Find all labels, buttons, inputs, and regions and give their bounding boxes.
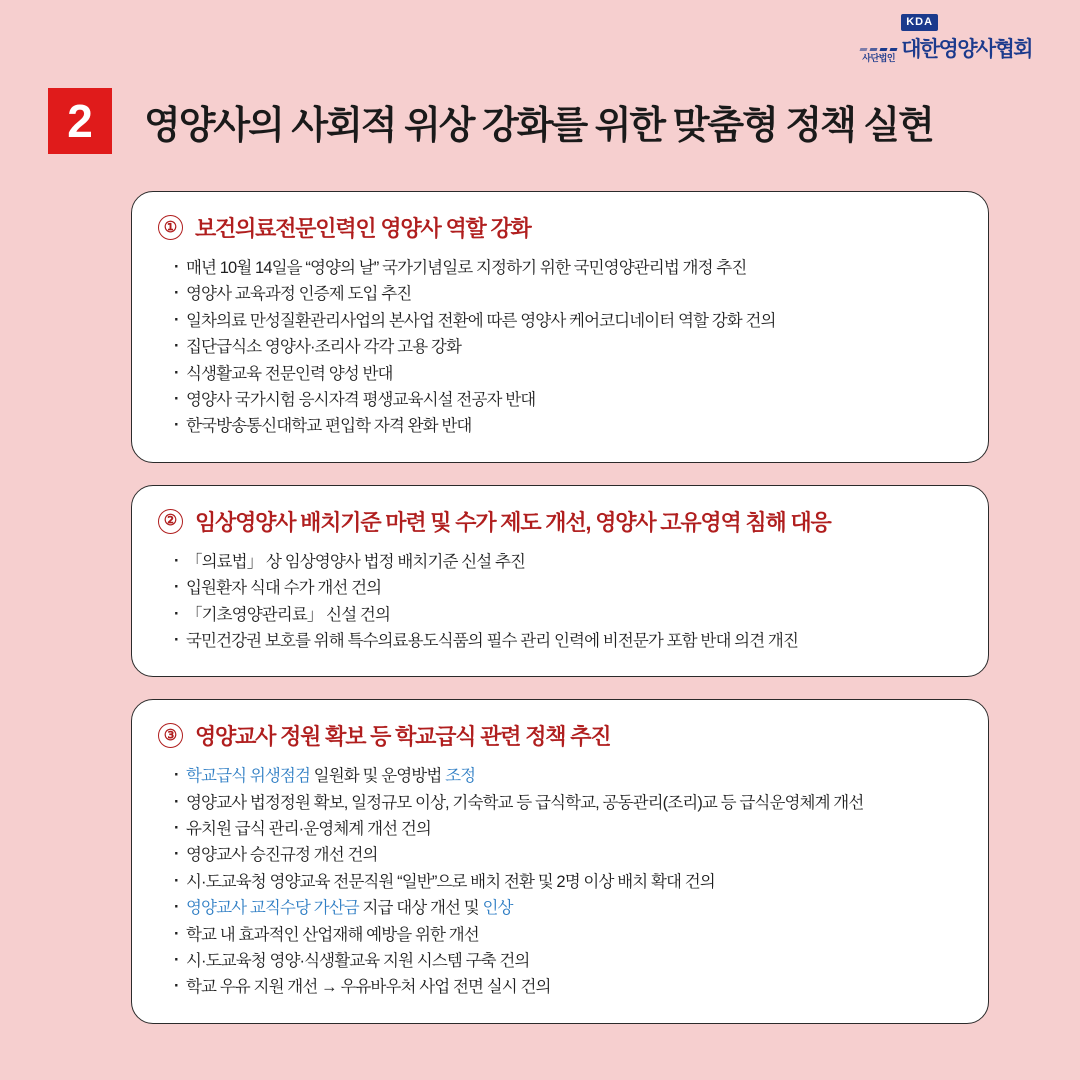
policy-card-header: [158, 720, 962, 751]
policy-bullet-item: [174, 895, 962, 921]
policy-bullet-text: 시·도교육청 영양교육 전문직원 “일반”으로 배치 전환 및 2명 이상 배치 확대 건의: [186, 872, 715, 891]
policy-card-header: [158, 212, 962, 243]
policy-bullet-item: [174, 255, 962, 281]
policy-bullet-item: [174, 602, 962, 628]
policy-bullet-text: 입원환자 식대 수가 개선 건의: [186, 579, 382, 598]
policy-card-number: ②: [158, 509, 183, 534]
policy-bullet-list: [158, 763, 962, 1001]
policy-bullet-item: [174, 948, 962, 974]
policy-card: [131, 485, 989, 678]
section-number-badge: 2: [48, 88, 112, 154]
policy-bullet-text: 「기초영양관리료」 신설 건의: [186, 605, 390, 624]
policy-bullet-item: [174, 549, 962, 575]
policy-bullet-item: [174, 869, 962, 895]
logo-org-sub: 사단법인: [862, 53, 896, 63]
page-title: 영양사의 사회적 위상 강화를 위한 맞춤형 정책 실현: [144, 104, 933, 147]
policy-bullet-text: 영양교사 법정정원 확보, 일정규모 이상, 기숙학교 등 급식학교, 공동관리(조리)교 등 급식운영체계 개선: [186, 793, 864, 812]
policy-bullet-text: 학교 우유 지원 개선 → 우유바우처 사업 전면 실시 건의: [186, 978, 551, 997]
policy-card-title: 임상영양사 배치기준 마련 및 수가 제도 개선, 영양사 고유영역 침해 대응: [195, 509, 831, 535]
policy-card-header: [158, 506, 962, 537]
policy-bullet-text: 집단급식소 영양사·조리사 각각 고용 강화: [186, 338, 461, 357]
policy-bullet-text: 유치원 급식 관리·운영체계 개선 건의: [186, 820, 431, 839]
policy-bullet-item: [174, 816, 962, 842]
logo-org-name: 대한영양사협회: [901, 38, 1032, 61]
policy-bullet-item: [174, 308, 962, 334]
policy-bullet-text: 영양사 교육과정 인증제 도입 추진: [186, 285, 412, 304]
policy-bullet-item: [174, 281, 962, 307]
kda-logo: [860, 14, 1032, 63]
policy-card-title: 보건의료전문인력인 영양사 역할 강화: [195, 216, 531, 241]
policy-bullet-item: [174, 361, 962, 387]
policy-bullet-item: [174, 922, 962, 948]
policy-card: [131, 191, 989, 463]
policy-bullet-list: [158, 255, 962, 440]
policy-bullet-text: 「의료법」 상 임상영양사 법정 배치기준 신설 추진: [186, 552, 526, 571]
policy-bullet-item: [174, 413, 962, 439]
policy-bullet-text: 조정: [445, 767, 476, 786]
page-header: [48, 88, 1032, 154]
policy-bullet-text: 매년 10월 14일을 “영양의 날” 국가기념일로 지정하기 위한 국민영양관리법 개정 추진: [186, 259, 747, 277]
policy-bullet-item: [174, 575, 962, 601]
policy-card-list: [131, 191, 989, 1024]
policy-bullet-text: 시·도교육청 영양·식생활교육 지원 시스템 구축 건의: [186, 952, 530, 971]
logo-badge: KDA: [901, 14, 938, 31]
policy-card-number: ①: [158, 215, 183, 240]
policy-bullet-text: 한국방송통신대학교 편입학 자격 완화 반대: [186, 417, 472, 436]
policy-bullet-text: 영양교사 교직수당 가산금: [186, 899, 359, 918]
policy-bullet-list: [158, 549, 962, 655]
policy-card: [131, 699, 989, 1024]
kda-logo-icon: [860, 48, 897, 63]
policy-bullet-item: [174, 334, 962, 360]
policy-bullet-text: 인상: [482, 899, 513, 918]
policy-bullet-text: 일원화 및 운영방법: [310, 767, 446, 786]
policy-bullet-text: 영양교사 승진규정 개선 건의: [186, 846, 378, 865]
logo-dashes-icon: [860, 48, 897, 51]
policy-bullet-item: [174, 974, 962, 1000]
policy-bullet-text: 영양사 국가시험 응시자격 평생교육시설 전공자 반대: [186, 390, 536, 409]
policy-bullet-item: [174, 387, 962, 413]
policy-bullet-item: [174, 628, 962, 654]
policy-card-number: ③: [158, 723, 183, 748]
policy-bullet-item: [174, 842, 962, 868]
policy-bullet-text: 일차의료 만성질환관리사업의 본사업 전환에 따른 영양사 케어코디네이터 역할 강화 건의: [186, 311, 776, 330]
policy-bullet-text: 식생활교육 전문인력 양성 반대: [186, 364, 393, 383]
logo-text-group: [901, 14, 1032, 63]
policy-bullet-item: [174, 790, 962, 816]
policy-bullet-text: 학교 내 효과적인 산업재해 예방을 위한 개선: [186, 925, 479, 944]
policy-bullet-text: 국민건강권 보호를 위해 특수의료용도식품의 필수 관리 인력에 비전문가 포함 반대 의견 개진: [186, 631, 799, 650]
policy-bullet-text: 지급 대상 개선 및: [358, 899, 483, 918]
policy-bullet-item: [174, 763, 962, 789]
policy-card-title: 영양교사 정원 확보 등 학교급식 관련 정책 추진: [195, 724, 611, 750]
policy-bullet-text: 학교급식 위생점검: [186, 767, 310, 786]
